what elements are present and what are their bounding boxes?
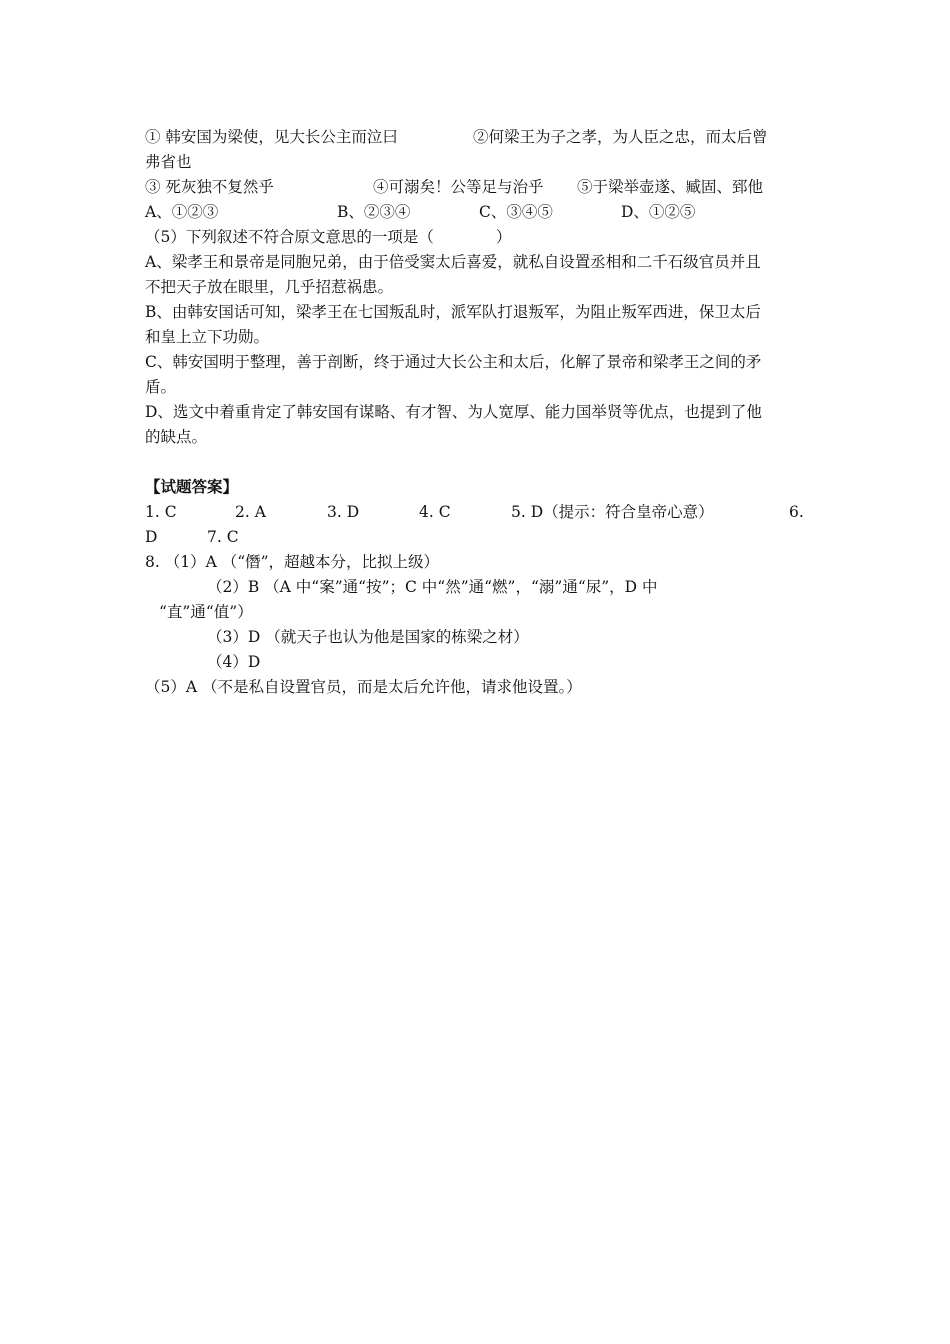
answer-6-value: D	[145, 528, 158, 546]
answer-1: 1. C	[145, 503, 177, 521]
q5-option-d-line-1: D、选文中着重肯定了韩安国有谋略、有才智、为人宽厚、能力国举贤等优点，也提到了他	[145, 403, 762, 421]
q4-line-3	[145, 175, 815, 200]
q4-item-2: ②何梁王为子之孝，为人臣之忠，而太后曾	[473, 128, 768, 146]
answer-3: 3. D	[327, 503, 360, 521]
q4-item-4: ④可溺矣！公等足与治乎	[373, 178, 544, 196]
answer-8-2-line-1: （2）B （A 中“案”通“按”；C 中“然”通“燃”，“溺”通“尿”，D 中	[207, 578, 658, 596]
q4-item-3: ③ 死灰独不复然乎	[145, 178, 274, 196]
answer-7: 7. C	[207, 528, 239, 546]
q4-item-1: ① 韩安国为梁使，见大长公主而泣曰	[145, 128, 398, 146]
answer-2: 2. A	[235, 503, 266, 521]
q5-option-c-line-2: 盾。	[145, 378, 177, 396]
q5-option-b-line-1: B、由韩安国话可知，梁孝王在七国叛乱时，派军队打退叛军，为阻止叛军西进，保卫太后	[145, 303, 761, 321]
answer-6-label: 6.	[789, 503, 804, 521]
q5-option-a-line-1: A、梁孝王和景帝是同胞兄弟，由于倍受窦太后喜爱，就私自设置丞相和二千石级官员并且	[145, 253, 761, 271]
answers-heading: 【试题答案】	[145, 478, 239, 496]
q5-option-b-line-2: 和皇上立下功勋。	[145, 328, 270, 346]
q5-stem: （5）下列叙述不符合原文意思的一项是（ ）	[145, 228, 512, 246]
q4-option-c: C、③④⑤	[479, 203, 553, 221]
spacer	[145, 450, 815, 475]
q4-options	[145, 200, 815, 225]
answers-row-1	[145, 500, 815, 525]
answers-row-2	[145, 525, 815, 550]
q4-option-d: D、①②⑤	[621, 203, 696, 221]
answer-8-3: （3）D （就天子也认为他是国家的栋梁之材）	[207, 628, 529, 646]
answer-5: 5. D（提示：符合皇帝心意）	[511, 503, 714, 521]
q4-option-a: A、①②③	[145, 203, 219, 221]
q5-option-c-line-1: C、韩安国明于整理，善于剖断，终于通过大长公主和太后，化解了景帝和梁孝王之间的矛	[145, 353, 762, 371]
q4-item-5: ⑤于梁举壶遂、臧固、郅他	[577, 178, 764, 196]
answer-4: 4. C	[419, 503, 451, 521]
q5-option-a-line-2: 不把天子放在眼里，几乎招惹祸患。	[145, 278, 394, 296]
q4-line-1	[145, 125, 815, 150]
answer-8-1: 8. （1）A （“僭”，超越本分，比拟上级）	[145, 553, 440, 571]
q4-line-2: 弗省也	[145, 153, 192, 171]
answer-8-5: （5）A （不是私自设置官员，而是太后允许他，请求他设置。）	[145, 678, 582, 696]
document-page	[145, 125, 815, 700]
q4-option-b: B、②③④	[337, 203, 411, 221]
answer-8-2-line-2: “直”通“值”）	[159, 603, 253, 621]
q5-option-d-line-2: 的缺点。	[145, 428, 208, 446]
answer-8-4: （4）D	[207, 653, 261, 671]
